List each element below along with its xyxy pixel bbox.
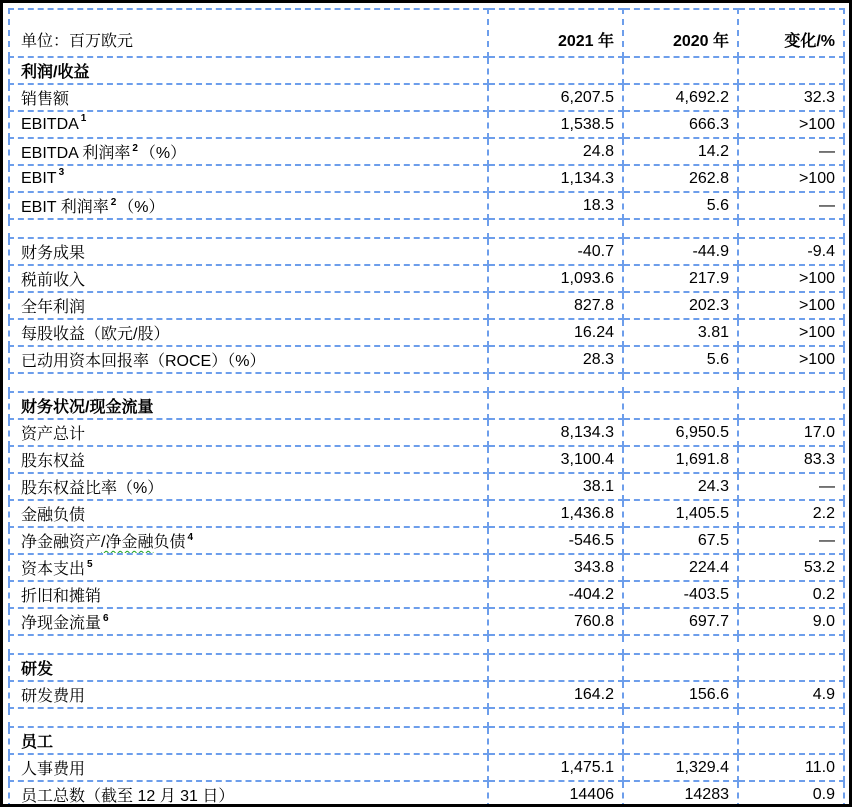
empty-cell <box>623 708 738 727</box>
value-2021: 1,538.5 <box>488 111 623 138</box>
row-label: 金融负债 <box>9 500 488 527</box>
empty-cell <box>738 654 844 681</box>
row-label: 全年利润 <box>9 292 488 319</box>
row-label-text: EBIT <box>21 169 57 187</box>
value-2020: 67.5 <box>623 527 738 554</box>
empty-cell <box>9 373 488 392</box>
value-change: -9.4 <box>738 238 844 265</box>
value-change: >100 <box>738 265 844 292</box>
table-row <box>9 554 844 581</box>
value-change: — <box>738 473 844 500</box>
table-row <box>9 111 844 138</box>
table-row <box>9 165 844 192</box>
table-row <box>9 681 844 708</box>
row-label <box>9 527 488 554</box>
value-2020: 14.2 <box>623 138 738 165</box>
empty-cell <box>9 635 488 654</box>
table-row <box>9 419 844 446</box>
value-2020: -44.9 <box>623 238 738 265</box>
empty-cell <box>738 727 844 754</box>
table-row <box>9 608 844 635</box>
value-2020: 1,691.8 <box>623 446 738 473</box>
row-label: 股东权益 <box>9 446 488 473</box>
table-row <box>9 754 844 781</box>
value-2021: 1,475.1 <box>488 754 623 781</box>
value-2020: 202.3 <box>623 292 738 319</box>
table-row <box>9 138 844 165</box>
row-label-text: EBITDA <box>21 115 79 133</box>
value-change: 17.0 <box>738 419 844 446</box>
empty-cell <box>623 635 738 654</box>
row-label <box>9 111 488 138</box>
row-label <box>9 608 488 635</box>
empty-cell <box>623 373 738 392</box>
row-label-suffix: （%） <box>139 145 187 162</box>
table-row <box>9 346 844 373</box>
value-2020: 666.3 <box>623 111 738 138</box>
value-2020: 156.6 <box>623 681 738 708</box>
row-label-suffix: （%） <box>118 199 165 216</box>
section-row <box>9 57 844 84</box>
value-change: >100 <box>738 292 844 319</box>
footnote-marker: 6 <box>103 612 109 624</box>
table-row <box>9 781 844 807</box>
row-label: 研发费用 <box>9 681 488 708</box>
spellcheck-squiggle: /净金融 <box>101 534 154 551</box>
empty-cell <box>9 708 488 727</box>
value-2021: 3,100.4 <box>488 446 623 473</box>
value-2020: 1,405.5 <box>623 500 738 527</box>
value-change: — <box>738 527 844 554</box>
value-2021: 343.8 <box>488 554 623 581</box>
empty-cell <box>488 708 623 727</box>
value-2021: 6,207.5 <box>488 84 623 111</box>
row-label <box>9 192 488 219</box>
value-change: 32.3 <box>738 84 844 111</box>
empty-cell <box>488 392 623 419</box>
empty-cell <box>623 219 738 238</box>
table-row <box>9 84 844 111</box>
table-row <box>9 192 844 219</box>
spacer-row <box>9 373 844 392</box>
row-label: 已动用资本回报率（ROCE）（%） <box>9 346 488 373</box>
row-label <box>9 165 488 192</box>
value-2021: -546.5 <box>488 527 623 554</box>
unit-label: 单位：百万欧元 <box>9 9 488 57</box>
value-2021: 760.8 <box>488 608 623 635</box>
value-2021: -404.2 <box>488 581 623 608</box>
value-2021: 28.3 <box>488 346 623 373</box>
section-title: 财务状况/现金流量 <box>9 392 488 419</box>
footnote-marker: 2 <box>110 196 117 208</box>
value-2020: 217.9 <box>623 265 738 292</box>
value-2020: 3.81 <box>623 319 738 346</box>
footnote-marker: 5 <box>87 558 93 570</box>
empty-cell <box>738 373 844 392</box>
value-change: — <box>738 192 844 219</box>
col-header-2020: 2020 年 <box>623 9 738 57</box>
value-2021: 8,134.3 <box>488 419 623 446</box>
section-title: 研发 <box>9 654 488 681</box>
footnote-marker: 4 <box>187 531 194 543</box>
section-row <box>9 727 844 754</box>
row-label-text2: 负债 <box>153 534 186 551</box>
value-2021: -40.7 <box>488 238 623 265</box>
footnote-marker: 2 <box>132 142 138 154</box>
empty-cell <box>738 708 844 727</box>
value-change: 53.2 <box>738 554 844 581</box>
value-2020: 224.4 <box>623 554 738 581</box>
footnote-marker: 3 <box>58 167 65 179</box>
empty-cell <box>738 392 844 419</box>
empty-cell <box>738 219 844 238</box>
spacer-row <box>9 708 844 727</box>
row-label: 财务成果 <box>9 238 488 265</box>
value-change: >100 <box>738 165 844 192</box>
value-2021: 164.2 <box>488 681 623 708</box>
row-label: 员工总数（截至 12 月 31 日） <box>9 781 488 807</box>
value-2020: 24.3 <box>623 473 738 500</box>
table-row <box>9 238 844 265</box>
empty-cell <box>623 57 738 84</box>
value-change: 11.0 <box>738 754 844 781</box>
row-label-text: 资本支出 <box>21 561 86 578</box>
row-label-text: 净现金流量 <box>21 615 102 632</box>
table-row <box>9 473 844 500</box>
empty-cell <box>623 727 738 754</box>
section-title: 利润/收益 <box>9 57 488 84</box>
table-row <box>9 292 844 319</box>
col-header-2021: 2021 年 <box>488 9 623 57</box>
empty-cell <box>488 219 623 238</box>
value-2021: 1,093.6 <box>488 265 623 292</box>
value-2021: 16.24 <box>488 319 623 346</box>
value-change: 0.2 <box>738 581 844 608</box>
value-change: >100 <box>738 111 844 138</box>
value-2021: 18.3 <box>488 192 623 219</box>
row-label: 税前收入 <box>9 265 488 292</box>
table-row <box>9 581 844 608</box>
value-change: 0.9 <box>738 781 844 807</box>
row-label: 人事费用 <box>9 754 488 781</box>
value-change: 2.2 <box>738 500 844 527</box>
value-change: >100 <box>738 346 844 373</box>
section-title: 员工 <box>9 727 488 754</box>
section-row <box>9 654 844 681</box>
row-label: 资产总计 <box>9 419 488 446</box>
row-label <box>9 138 488 165</box>
value-2020: 14283 <box>623 781 738 807</box>
row-label <box>9 554 488 581</box>
row-label: 股东权益比率（%） <box>9 473 488 500</box>
table-row <box>9 265 844 292</box>
empty-cell <box>488 654 623 681</box>
value-2021: 38.1 <box>488 473 623 500</box>
row-label: 折旧和摊销 <box>9 581 488 608</box>
value-2020: 262.8 <box>623 165 738 192</box>
row-label: 销售额 <box>9 84 488 111</box>
value-2020: 1,329.4 <box>623 754 738 781</box>
empty-cell <box>488 727 623 754</box>
spacer-row <box>9 219 844 238</box>
value-2021: 14406 <box>488 781 623 807</box>
col-header-change: 变化/% <box>738 9 844 57</box>
empty-cell <box>738 635 844 654</box>
row-label-text: EBITDA 利润率 <box>21 145 131 162</box>
value-2021: 1,134.3 <box>488 165 623 192</box>
financial-summary-table <box>8 8 845 807</box>
value-2020: 4,692.2 <box>623 84 738 111</box>
empty-cell <box>623 392 738 419</box>
section-row <box>9 392 844 419</box>
table-row <box>9 446 844 473</box>
empty-cell <box>488 635 623 654</box>
row-label-text: 净金融资产 <box>21 534 102 551</box>
value-2021: 827.8 <box>488 292 623 319</box>
value-change: 83.3 <box>738 446 844 473</box>
empty-cell <box>488 57 623 84</box>
table-row <box>9 500 844 527</box>
table-row <box>9 527 844 554</box>
value-2020: 697.7 <box>623 608 738 635</box>
value-2021: 1,436.8 <box>488 500 623 527</box>
empty-cell <box>738 57 844 84</box>
value-change: >100 <box>738 319 844 346</box>
value-change: 4.9 <box>738 681 844 708</box>
value-2020: 6,950.5 <box>623 419 738 446</box>
value-2020: -403.5 <box>623 581 738 608</box>
value-change: 9.0 <box>738 608 844 635</box>
footnote-marker: 1 <box>80 113 87 125</box>
empty-cell <box>488 373 623 392</box>
empty-cell <box>9 219 488 238</box>
header-row <box>9 9 844 57</box>
row-label: 每股收益（欧元/股） <box>9 319 488 346</box>
spacer-row <box>9 635 844 654</box>
table-row <box>9 319 844 346</box>
value-2021: 24.8 <box>488 138 623 165</box>
value-2020: 5.6 <box>623 192 738 219</box>
value-change: — <box>738 138 844 165</box>
empty-cell <box>623 654 738 681</box>
row-label-text: EBIT 利润率 <box>21 199 109 216</box>
value-2020: 5.6 <box>623 346 738 373</box>
